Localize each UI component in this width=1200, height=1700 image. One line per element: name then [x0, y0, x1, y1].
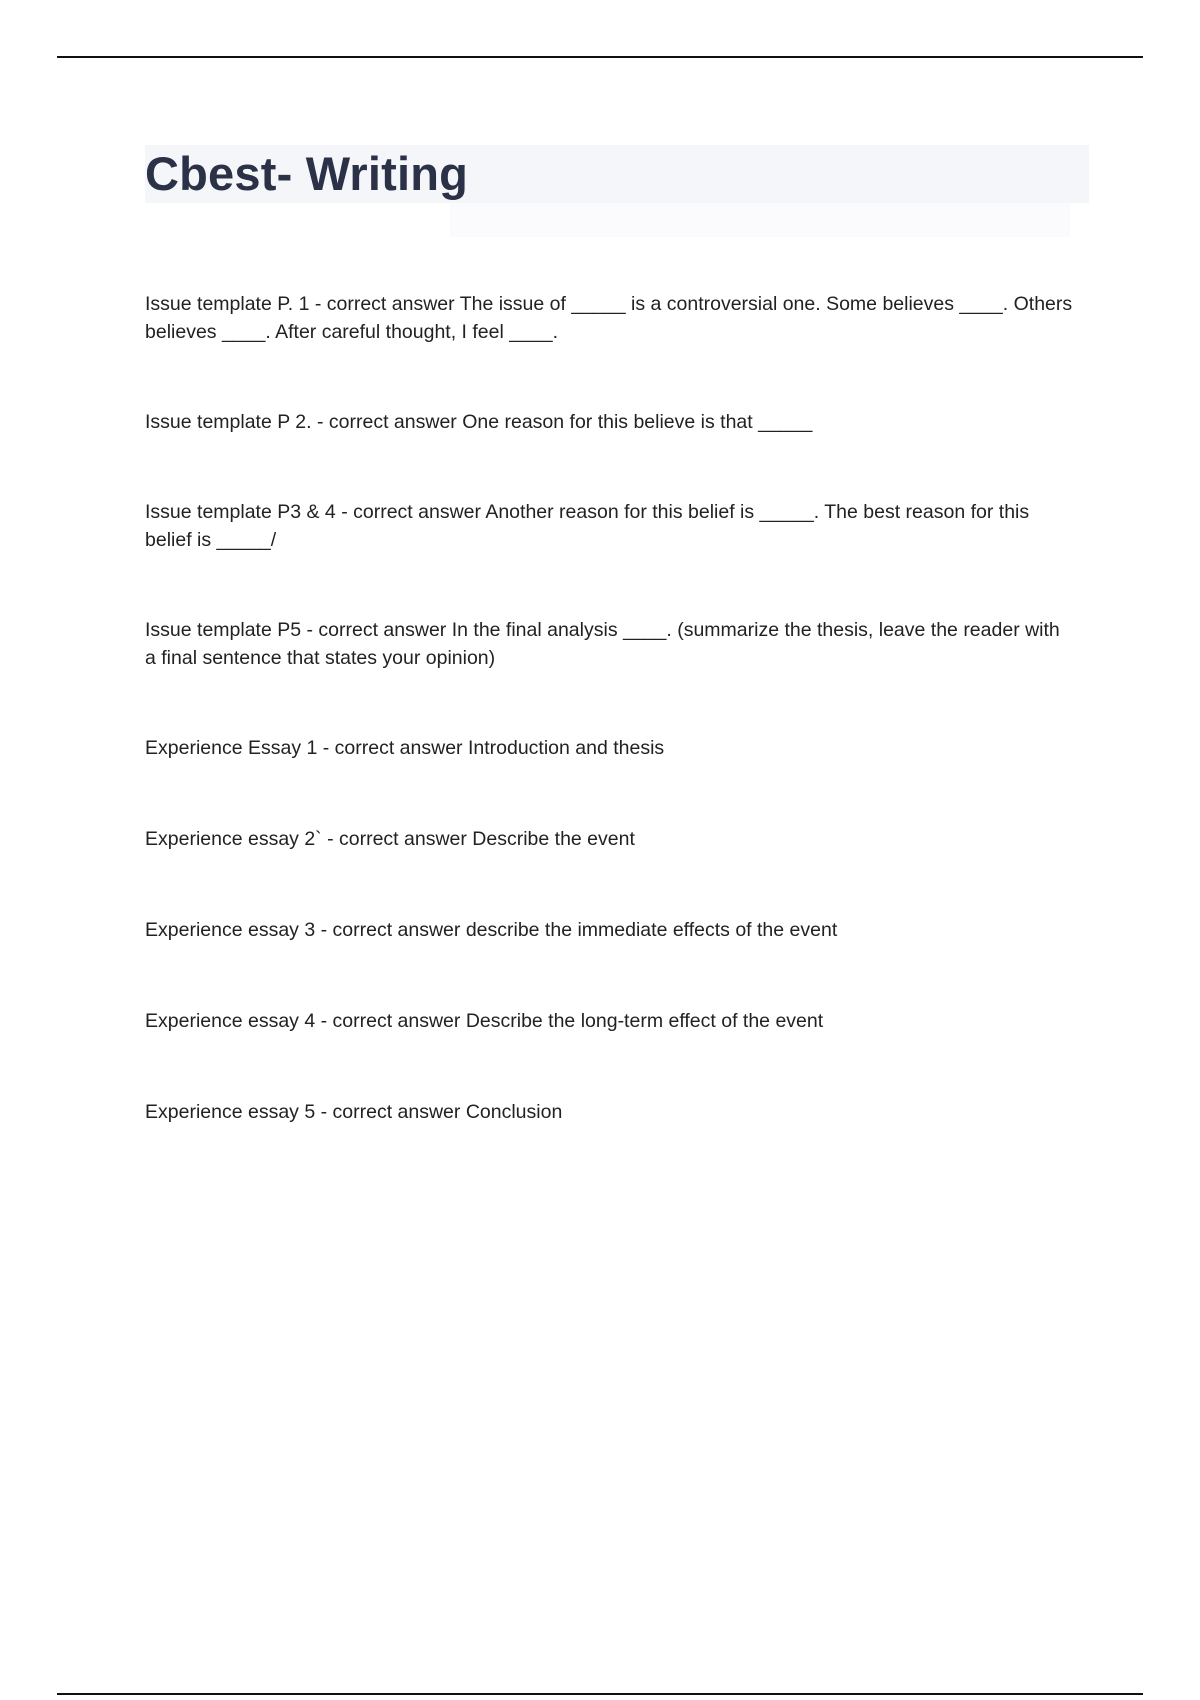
- entry-answer: describe the immediate effects of the event: [465, 919, 838, 941]
- entry-answer: One reason for this believe is that _____: [462, 411, 813, 433]
- title-highlight-shadow: [450, 203, 1070, 237]
- flashcard-entry: [145, 825, 1075, 853]
- flashcard-entry: [145, 498, 1075, 554]
- flashcard-entry: [145, 616, 1075, 672]
- entry-separator: - correct answer: [317, 737, 468, 759]
- entry-term: Experience essay 5: [145, 1101, 316, 1123]
- entry-term: Experience essay 4: [145, 1010, 316, 1032]
- entry-answer: Describe the event: [472, 828, 635, 850]
- entry-answer: Another reason for this belief is _____. The best reason for this belief is _____/: [145, 501, 1030, 551]
- entry-answer: In the final analysis ____. (summarize the thesis, leave the reader with a final sentence that states your opinion): [145, 619, 1060, 669]
- entry-separator: - correct answer: [311, 411, 463, 433]
- flashcard-entry: [145, 1007, 1075, 1035]
- entry-answer: Describe the long-term effect of the event: [465, 1010, 824, 1032]
- entry-separator: - correct answer: [301, 619, 452, 641]
- footer-rule: [57, 1693, 1143, 1695]
- entry-separator: - correct answer: [315, 1101, 466, 1123]
- entry-answer: Conclusion: [465, 1101, 563, 1123]
- entry-separator: - correct answer: [321, 828, 473, 850]
- flashcard-entry: [145, 916, 1075, 944]
- entry-term: Experience Essay 1: [145, 737, 318, 759]
- entry-term: Experience essay 2`: [145, 828, 322, 850]
- entry-separator: - correct answer: [309, 293, 460, 315]
- flashcard-entry: [145, 408, 1075, 436]
- flashcard-entry: [145, 290, 1075, 346]
- flashcard-entry: [145, 734, 1075, 762]
- entry-term: Issue template P3 & 4: [145, 501, 336, 523]
- entry-separator: - correct answer: [315, 919, 466, 941]
- flashcard-list: [145, 290, 1075, 1189]
- entry-term: Experience essay 3: [145, 919, 316, 941]
- header-rule: [57, 56, 1143, 58]
- entry-term: Issue template P. 1: [145, 293, 310, 315]
- flashcard-entry: [145, 1098, 1075, 1126]
- entry-term: Issue template P 2.: [145, 411, 312, 433]
- entry-answer: Introduction and thesis: [467, 737, 665, 759]
- entry-term: Issue template P5: [145, 619, 302, 641]
- entry-separator: - correct answer: [315, 1010, 466, 1032]
- entry-separator: - correct answer: [335, 501, 486, 523]
- entry-answer: The issue of _____ is a controversial one. Some believes ____. Others believes ____. After careful thought, I feel ____.: [145, 293, 1073, 343]
- document-title: Cbest- Writing: [145, 147, 469, 200]
